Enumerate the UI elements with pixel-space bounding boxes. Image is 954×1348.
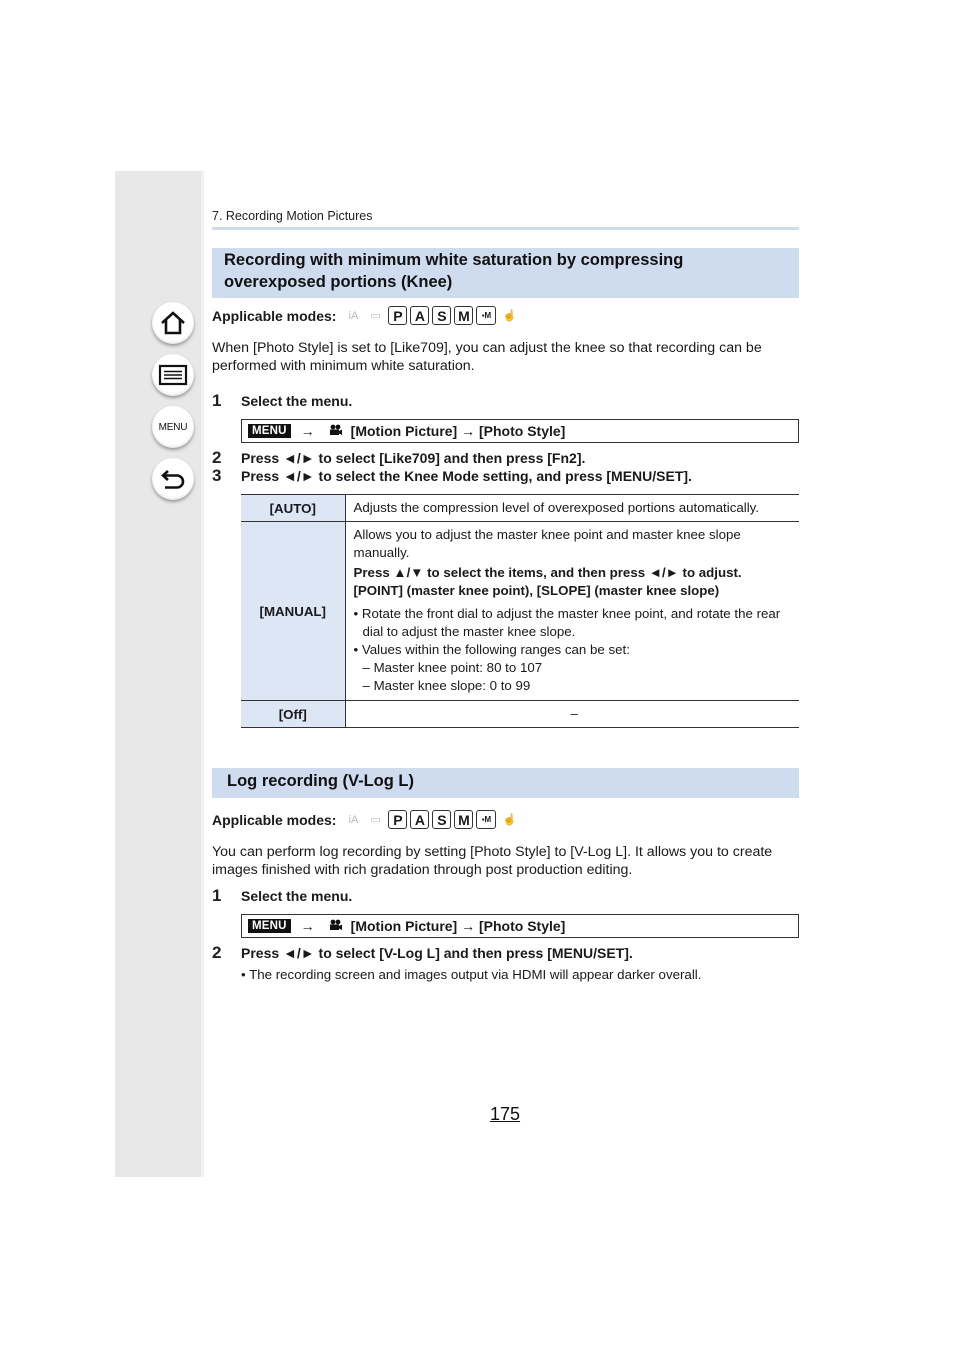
manual-range2: – Master knee slope: 0 to 99 bbox=[362, 678, 531, 693]
creative-video-mode-icon: ▪M bbox=[476, 306, 496, 325]
mode-p-icon: P bbox=[388, 306, 407, 325]
mode-m-icon: M bbox=[454, 306, 473, 325]
section-heading-vlog: Log recording (V-Log L) bbox=[212, 768, 799, 798]
breadcrumb-divider bbox=[212, 227, 799, 230]
applicable-modes-label: Applicable modes: bbox=[212, 307, 337, 324]
intelligent-auto-plus-icon: ▭ bbox=[370, 310, 381, 322]
step-text: Select the menu. bbox=[241, 888, 353, 904]
section-heading-knee bbox=[212, 248, 799, 298]
page-number: 175 bbox=[490, 1104, 521, 1124]
menu-button[interactable] bbox=[152, 406, 194, 448]
table-row bbox=[241, 495, 799, 522]
menu-label: MENU bbox=[158, 421, 188, 433]
back-arrow-icon bbox=[159, 466, 187, 492]
home-button[interactable] bbox=[152, 302, 194, 344]
step-number: 2 bbox=[212, 943, 222, 962]
step-text: Press ◄/► to select [V-Log L] and then press [MENU/SET]. bbox=[241, 945, 633, 961]
knee-intro-line1: When [Photo Style] is set to [Like709], you can adjust the knee so that recording can be bbox=[212, 340, 762, 356]
section-heading-line1: Recording with minimum white saturation by compressing bbox=[224, 251, 684, 269]
manual-desc-line1: Allows you to adjust the master knee point and master knee slope bbox=[353, 527, 741, 542]
mode-a-icon: A bbox=[410, 306, 429, 325]
mode-a-icon: A bbox=[410, 810, 429, 829]
applicable-modes-label: Applicable modes: bbox=[212, 811, 337, 828]
mode-s-icon: S bbox=[432, 306, 451, 325]
mode-m-icon: M bbox=[454, 810, 473, 829]
table-row bbox=[241, 522, 799, 701]
knee-mode-table bbox=[241, 494, 799, 728]
breadcrumb: 7. Recording Motion Pictures bbox=[212, 209, 373, 223]
menu-badge-icon: MENU bbox=[248, 424, 291, 438]
mode-s-icon: S bbox=[432, 810, 451, 829]
vlog-menu-path bbox=[241, 914, 799, 938]
motion-picture-icon bbox=[329, 424, 343, 439]
intelligent-auto-plus-icon: ▭ bbox=[370, 814, 381, 826]
vlog-intro bbox=[212, 843, 802, 879]
contents-button[interactable] bbox=[152, 354, 194, 396]
list-icon bbox=[158, 364, 188, 386]
manual-bullet1b: dial to adjust the master knee slope. bbox=[362, 624, 576, 639]
step-number: 2 bbox=[212, 448, 222, 467]
section-heading-line2: overexposed portions (Knee) bbox=[224, 273, 453, 291]
vlog-step-1 bbox=[212, 886, 352, 906]
arrow-icon: → bbox=[300, 423, 315, 439]
vlog-note: • The recording screen and images output via HDMI will appear darker overall. bbox=[241, 967, 702, 982]
menu-badge-icon: MENU bbox=[248, 919, 291, 933]
step-number: 1 bbox=[212, 886, 222, 905]
knee-step-3 bbox=[212, 466, 692, 486]
manual-bullet1a: • Rotate the front dial to adjust the master knee point, and rotate the rear bbox=[353, 606, 781, 621]
intelligent-auto-icon: iA bbox=[348, 813, 359, 826]
scene-guide-icon: ☝ bbox=[502, 814, 517, 826]
auto-value: Adjusts the compression level of overexposed portions automatically. bbox=[345, 495, 799, 522]
step-number: 1 bbox=[212, 391, 222, 410]
manual-value bbox=[345, 522, 799, 701]
off-key: [Off] bbox=[241, 701, 345, 728]
manual-press-instruction: Press ▲/▼ to select the items, and then press ◄/► to adjust. bbox=[353, 565, 742, 580]
creative-video-mode-icon: ▪M bbox=[476, 810, 496, 829]
arrow-icon: → bbox=[300, 918, 315, 934]
knee-step-2 bbox=[212, 448, 585, 468]
step-text: Select the menu. bbox=[241, 393, 353, 409]
manual-bullet2: • Values within the following ranges can be set: bbox=[353, 642, 630, 657]
menu-path-text: [Motion Picture] → [Photo Style] bbox=[350, 918, 566, 934]
manual-range1: – Master knee point: 80 to 107 bbox=[362, 660, 543, 675]
knee-step-1 bbox=[212, 391, 352, 411]
applicable-modes bbox=[212, 810, 522, 829]
home-icon bbox=[159, 310, 187, 336]
knee-intro-line2: performed with minimum white saturation. bbox=[212, 358, 475, 374]
vlog-step-2 bbox=[212, 943, 633, 963]
step-text: Press ◄/► to select [Like709] and then press [Fn2]. bbox=[241, 450, 586, 466]
applicable-modes bbox=[212, 306, 522, 325]
manual-key: [MANUAL] bbox=[241, 522, 345, 701]
vlog-intro-line2: images finished with rich gradation through post production editing. bbox=[212, 862, 633, 878]
back-button[interactable] bbox=[152, 458, 194, 500]
scene-guide-icon: ☝ bbox=[502, 310, 517, 322]
step-text: Press ◄/► to select the Knee Mode setting, and press [MENU/SET]. bbox=[241, 468, 692, 484]
menu-path-text: [Motion Picture] → [Photo Style] bbox=[350, 423, 566, 439]
motion-picture-icon bbox=[329, 919, 343, 934]
off-value: – bbox=[345, 701, 799, 728]
sidebar-edge bbox=[201, 171, 204, 1177]
manual-items: [POINT] (master knee point), [SLOPE] (master knee slope) bbox=[353, 583, 720, 598]
knee-intro bbox=[212, 339, 802, 375]
mode-p-icon: P bbox=[388, 810, 407, 829]
manual-desc-line2: manually. bbox=[353, 545, 410, 560]
table-row bbox=[241, 701, 799, 728]
knee-menu-path bbox=[241, 419, 799, 443]
vlog-intro-line1: You can perform log recording by setting [Photo Style] to [V-Log L]. It allows you to create bbox=[212, 844, 773, 860]
intelligent-auto-icon: iA bbox=[348, 309, 359, 322]
auto-key: [AUTO] bbox=[241, 495, 345, 522]
step-number: 3 bbox=[212, 466, 222, 485]
